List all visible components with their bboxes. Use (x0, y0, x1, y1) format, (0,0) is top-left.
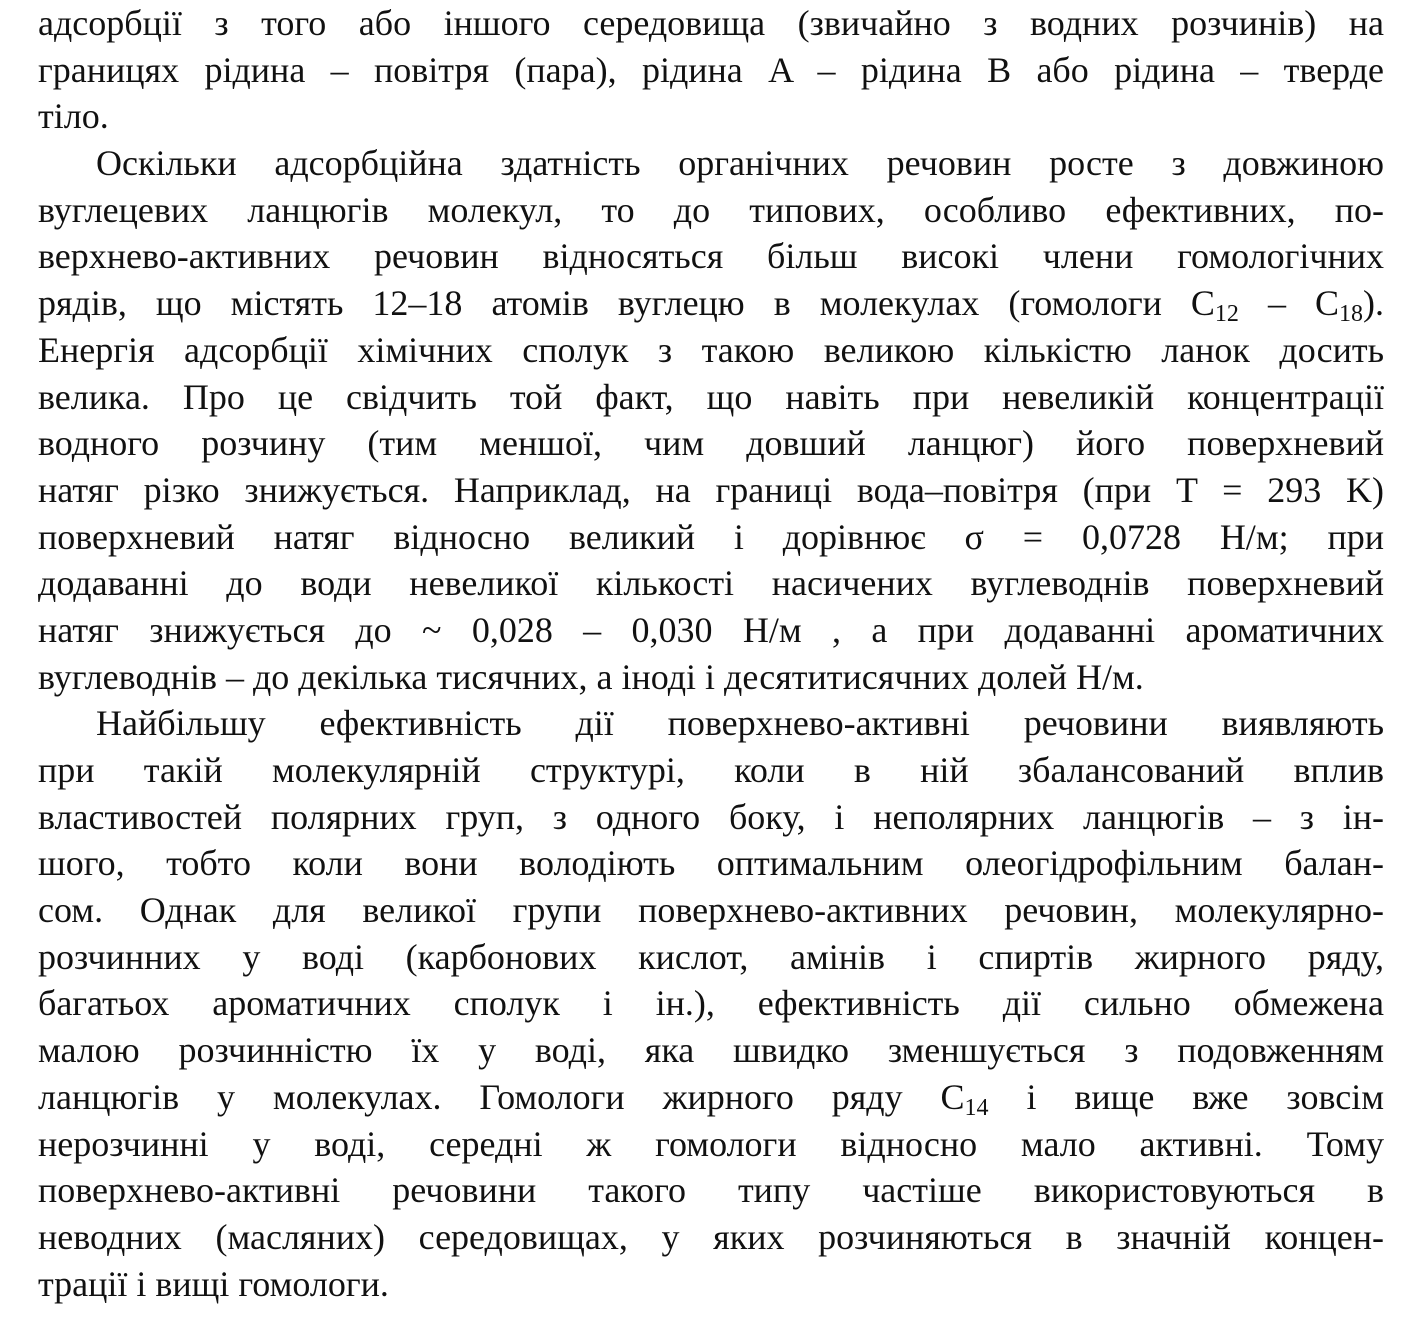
text-line: водного розчину (тим меншої, чим довший ланцюг) його поверхневий (38, 423, 1384, 464)
text-segment: ланцюгів у молекулах. Гомологи жирного ряду C (38, 1076, 965, 1117)
text-line: нерозчинні у воді, середні ж гомологи відносно мало активні. Тому (38, 1123, 1384, 1164)
text-line: границях рідина – повітря (пара), рідина A – рідина B або рідина – тверде (38, 49, 1384, 90)
text-segment: рядів, що містять 12–18 атомів вуглецю в молекулах (гомологи C (38, 283, 1215, 324)
text-line: Оскільки адсорбційна здатність органічних речовин росте з довжиною (96, 143, 1384, 184)
text-line: вуглеводнів – до декілька тисячних, а іноді і десятитисячних долей Н/м. (38, 656, 1144, 697)
text-line: сом. Однак для великої групи поверхнево-активних речовин, молекулярно- (38, 890, 1384, 931)
text-line: тіло. (38, 96, 109, 137)
text-line: при такій молекулярній структурі, коли в ній збалансований вплив (38, 750, 1384, 790)
text-line: неводних (масляних) середовищах, у яких розчиняються в значній концен- (38, 1216, 1384, 1257)
text-line: властивостей полярних груп, з одного боку, і неполярних ланцюгів – з ін- (38, 796, 1384, 837)
text-line: шого, тобто коли вони володіють оптимальним олеогідрофільним балан- (38, 843, 1384, 884)
text-line: Енергія адсорбції хімічних сполук з такою великою кількістю ланок досить (38, 329, 1384, 370)
text-segment: і вище вже зовсім (988, 1076, 1384, 1117)
text-line: адсорбції з того або іншого середовища (звичайно з водних розчинів) на (38, 3, 1384, 43)
subscript: 12 (1214, 301, 1239, 328)
text-line: вуглецевих ланцюгів молекул, то до типових, особливо ефективних, по- (38, 189, 1384, 230)
document-page (38, 0, 1384, 1307)
text-line (38, 280, 1384, 327)
subscript: 14 (964, 1094, 989, 1121)
text-segment: – C (1238, 283, 1340, 324)
text-line: поверхневий натяг відносно великий і дорівнює σ = 0,0728 Н/м; при (38, 516, 1384, 557)
text-line: верхнево-активних речовин відносяться більш високі члени гомологічних (38, 236, 1384, 277)
text-line: поверхнево-активні речовини такого типу частіше використовуються в (38, 1170, 1384, 1211)
text-line: малою розчинністю їх у воді, яка швидко зменшується з подовженням (38, 1030, 1384, 1071)
text-line: натяг знижується до ~ 0,028 – 0,030 Н/м , а при додаванні ароматичних (38, 609, 1384, 650)
text-line: багатьох ароматичних сполук і ін.), ефективність дії сильно обмежена (38, 983, 1384, 1024)
text-line (38, 1074, 1384, 1121)
text-line: велика. Про це свідчить той факт, що навіть при невеликій концентрації (38, 376, 1384, 417)
subscript: 18 (1339, 301, 1364, 328)
text-line: розчинних у воді (карбонових кислот, амінів і спиртів жирного ряду, (38, 936, 1384, 977)
text-line: Найбільшу ефективність дії поверхнево-активні речовини виявляють (96, 703, 1384, 744)
text-segment: ). (1363, 283, 1385, 324)
text-line: трації і вищі гомологи. (38, 1263, 389, 1304)
text-line: додаванні до води невеликої кількості насичених вуглеводнів поверхневий (38, 563, 1384, 604)
text-line: натяг різко знижується. Наприклад, на границі вода–повітря (при T = 293 K) (38, 469, 1384, 510)
